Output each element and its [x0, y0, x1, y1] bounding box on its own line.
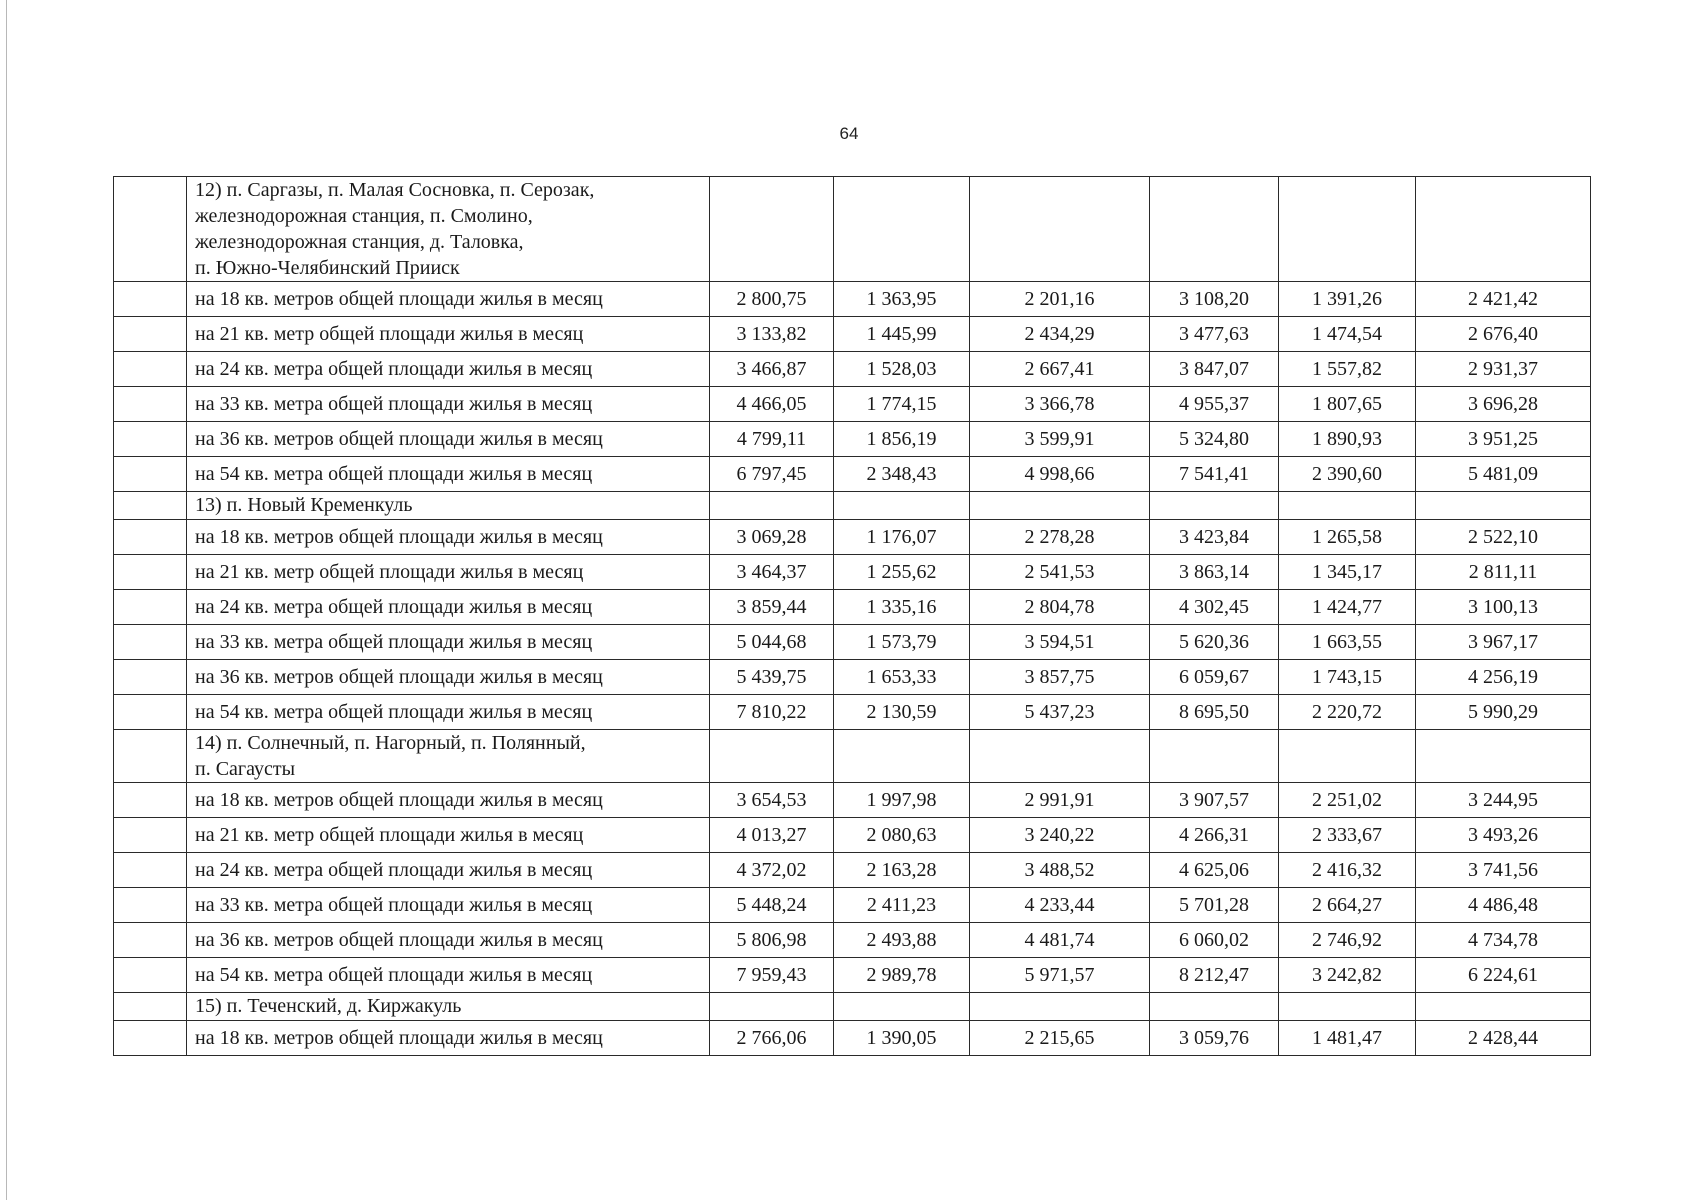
value-cell: 3 847,07 [1150, 352, 1279, 387]
row-label: на 36 кв. метров общей площади жилья в месяц [187, 923, 710, 958]
empty-cell [1279, 993, 1416, 1021]
value-cell: 5 481,09 [1416, 457, 1591, 492]
value-cell: 8 212,47 [1150, 958, 1279, 993]
value-cell: 3 594,51 [970, 625, 1150, 660]
row-number-cell [114, 625, 187, 660]
table-row [114, 422, 1591, 457]
row-number-cell [114, 590, 187, 625]
value-cell: 1 424,77 [1279, 590, 1416, 625]
empty-cell [710, 730, 834, 783]
value-cell: 4 625,06 [1150, 853, 1279, 888]
row-label: на 21 кв. метр общей площади жилья в месяц [187, 818, 710, 853]
table-row [114, 923, 1591, 958]
value-cell: 7 959,43 [710, 958, 834, 993]
group-header-row [114, 177, 1591, 282]
value-cell: 2 989,78 [834, 958, 970, 993]
value-cell: 3 242,82 [1279, 958, 1416, 993]
empty-cell [834, 993, 970, 1021]
value-cell: 3 477,63 [1150, 317, 1279, 352]
value-cell: 1 255,62 [834, 555, 970, 590]
value-cell: 3 108,20 [1150, 282, 1279, 317]
value-cell: 1 663,55 [1279, 625, 1416, 660]
value-cell: 4 955,37 [1150, 387, 1279, 422]
group-header-row [114, 993, 1591, 1021]
table-row [114, 520, 1591, 555]
row-number-cell [114, 317, 187, 352]
value-cell: 3 859,44 [710, 590, 834, 625]
value-cell: 5 439,75 [710, 660, 834, 695]
value-cell: 1 557,82 [1279, 352, 1416, 387]
row-number-cell [114, 520, 187, 555]
empty-cell [710, 492, 834, 520]
table-row [114, 387, 1591, 422]
value-cell: 2 811,11 [1416, 555, 1591, 590]
value-cell: 3 244,95 [1416, 783, 1591, 818]
row-label: на 18 кв. метров общей площади жилья в месяц [187, 783, 710, 818]
row-label: на 54 кв. метра общей площади жилья в месяц [187, 457, 710, 492]
value-cell: 5 324,80 [1150, 422, 1279, 457]
group-header-row [114, 492, 1591, 520]
row-number-cell [114, 923, 187, 958]
table-row [114, 282, 1591, 317]
value-cell: 4 256,19 [1416, 660, 1591, 695]
value-cell: 1 363,95 [834, 282, 970, 317]
value-cell: 2 421,42 [1416, 282, 1591, 317]
row-number-cell [114, 177, 187, 282]
value-cell: 2 163,28 [834, 853, 970, 888]
value-cell: 3 863,14 [1150, 555, 1279, 590]
table-row [114, 660, 1591, 695]
value-cell: 3 857,75 [970, 660, 1150, 695]
group-title: 15) п. Теченский, д. Киржакуль [187, 993, 710, 1021]
value-cell: 1 335,16 [834, 590, 970, 625]
row-label: на 24 кв. метра общей площади жилья в месяц [187, 590, 710, 625]
table-row [114, 625, 1591, 660]
row-number-cell [114, 818, 187, 853]
value-cell: 8 695,50 [1150, 695, 1279, 730]
row-label: на 24 кв. метра общей площади жилья в месяц [187, 853, 710, 888]
value-cell: 5 448,24 [710, 888, 834, 923]
row-number-cell [114, 555, 187, 590]
row-number-cell [114, 695, 187, 730]
row-label: на 54 кв. метра общей площади жилья в месяц [187, 958, 710, 993]
value-cell: 2 390,60 [1279, 457, 1416, 492]
value-cell: 1 743,15 [1279, 660, 1416, 695]
value-cell: 2 215,65 [970, 1021, 1150, 1056]
value-cell: 5 437,23 [970, 695, 1150, 730]
value-cell: 2 522,10 [1416, 520, 1591, 555]
value-cell: 1 481,47 [1279, 1021, 1416, 1056]
value-cell: 5 620,36 [1150, 625, 1279, 660]
value-cell: 2 130,59 [834, 695, 970, 730]
row-label: на 18 кв. метров общей площади жилья в месяц [187, 520, 710, 555]
value-cell: 4 266,31 [1150, 818, 1279, 853]
empty-cell [1150, 730, 1279, 783]
value-cell: 2 348,43 [834, 457, 970, 492]
scan-edge-line [6, 0, 7, 1200]
empty-cell [1416, 730, 1591, 783]
group-header-row [114, 730, 1591, 783]
empty-cell [834, 492, 970, 520]
value-cell: 2 676,40 [1416, 317, 1591, 352]
empty-cell [970, 492, 1150, 520]
row-label: на 54 кв. метра общей площади жилья в месяц [187, 695, 710, 730]
value-cell: 1 390,05 [834, 1021, 970, 1056]
value-cell: 3 741,56 [1416, 853, 1591, 888]
value-cell: 3 466,87 [710, 352, 834, 387]
value-cell: 3 488,52 [970, 853, 1150, 888]
table-row [114, 818, 1591, 853]
empty-cell [1279, 177, 1416, 282]
empty-cell [1279, 730, 1416, 783]
table-row [114, 958, 1591, 993]
table-row [114, 695, 1591, 730]
row-number-cell [114, 352, 187, 387]
value-cell: 3 059,76 [1150, 1021, 1279, 1056]
row-number-cell [114, 457, 187, 492]
table-row [114, 590, 1591, 625]
value-cell: 4 486,48 [1416, 888, 1591, 923]
value-cell: 2 411,23 [834, 888, 970, 923]
row-number-cell [114, 783, 187, 818]
row-label: на 33 кв. метра общей площади жилья в месяц [187, 625, 710, 660]
value-cell: 2 278,28 [970, 520, 1150, 555]
value-cell: 3 907,57 [1150, 783, 1279, 818]
empty-cell [834, 177, 970, 282]
value-cell: 1 890,93 [1279, 422, 1416, 457]
value-cell: 1 653,33 [834, 660, 970, 695]
value-cell: 3 069,28 [710, 520, 834, 555]
value-cell: 2 541,53 [970, 555, 1150, 590]
value-cell: 6 060,02 [1150, 923, 1279, 958]
value-cell: 4 013,27 [710, 818, 834, 853]
empty-cell [1416, 993, 1591, 1021]
empty-cell [1279, 492, 1416, 520]
value-cell: 4 302,45 [1150, 590, 1279, 625]
value-cell: 4 998,66 [970, 457, 1150, 492]
row-number-cell [114, 1021, 187, 1056]
value-cell: 5 971,57 [970, 958, 1150, 993]
value-cell: 3 423,84 [1150, 520, 1279, 555]
row-label: на 21 кв. метр общей площади жилья в месяц [187, 317, 710, 352]
row-label: на 33 кв. метра общей площади жилья в месяц [187, 387, 710, 422]
empty-cell [1416, 177, 1591, 282]
value-cell: 1 474,54 [1279, 317, 1416, 352]
table-row [114, 888, 1591, 923]
empty-cell [970, 177, 1150, 282]
row-label: на 21 кв. метр общей площади жилья в месяц [187, 555, 710, 590]
row-number-cell [114, 958, 187, 993]
value-cell: 2 251,02 [1279, 783, 1416, 818]
value-cell: 2 220,72 [1279, 695, 1416, 730]
empty-cell [1150, 177, 1279, 282]
value-cell: 2 664,27 [1279, 888, 1416, 923]
empty-cell [970, 730, 1150, 783]
value-cell: 1 856,19 [834, 422, 970, 457]
value-cell: 1 265,58 [1279, 520, 1416, 555]
row-number-cell [114, 660, 187, 695]
empty-cell [710, 993, 834, 1021]
value-cell: 1 391,26 [1279, 282, 1416, 317]
value-cell: 4 799,11 [710, 422, 834, 457]
row-number-cell [114, 730, 187, 783]
row-number-cell [114, 422, 187, 457]
value-cell: 2 434,29 [970, 317, 1150, 352]
empty-cell [710, 177, 834, 282]
value-cell: 3 599,91 [970, 422, 1150, 457]
value-cell: 3 696,28 [1416, 387, 1591, 422]
value-cell: 3 654,53 [710, 783, 834, 818]
group-title: 14) п. Солнечный, п. Нагорный, п. Полянный, п. Сагаусты [187, 730, 710, 783]
row-number-cell [114, 492, 187, 520]
group-title: 12) п. Саргазы, п. Малая Сосновка, п. Серозак, железнодорожная станция, п. Смолино, железнодорожная станция, д. Таловка, п. Южно-Челябинский Прииск [187, 177, 710, 282]
empty-cell [970, 993, 1150, 1021]
value-cell: 2 746,92 [1279, 923, 1416, 958]
table-row [114, 317, 1591, 352]
value-cell: 4 734,78 [1416, 923, 1591, 958]
tariff-table [113, 176, 1591, 1056]
value-cell: 6 059,67 [1150, 660, 1279, 695]
value-cell: 5 806,98 [710, 923, 834, 958]
row-label: на 36 кв. метров общей площади жилья в месяц [187, 422, 710, 457]
table-row [114, 853, 1591, 888]
value-cell: 4 233,44 [970, 888, 1150, 923]
value-cell: 4 466,05 [710, 387, 834, 422]
value-cell: 2 804,78 [970, 590, 1150, 625]
row-label: на 18 кв. метров общей площади жилья в месяц [187, 1021, 710, 1056]
value-cell: 1 345,17 [1279, 555, 1416, 590]
row-number-cell [114, 993, 187, 1021]
value-cell: 1 445,99 [834, 317, 970, 352]
value-cell: 3 100,13 [1416, 590, 1591, 625]
table-row [114, 783, 1591, 818]
value-cell: 1 528,03 [834, 352, 970, 387]
value-cell: 2 080,63 [834, 818, 970, 853]
value-cell: 6 797,45 [710, 457, 834, 492]
row-number-cell [114, 282, 187, 317]
value-cell: 2 667,41 [970, 352, 1150, 387]
value-cell: 2 428,44 [1416, 1021, 1591, 1056]
empty-cell [834, 730, 970, 783]
value-cell: 4 481,74 [970, 923, 1150, 958]
value-cell: 3 133,82 [710, 317, 834, 352]
value-cell: 7 810,22 [710, 695, 834, 730]
value-cell: 1 997,98 [834, 783, 970, 818]
value-cell: 2 991,91 [970, 783, 1150, 818]
value-cell: 3 240,22 [970, 818, 1150, 853]
value-cell: 5 701,28 [1150, 888, 1279, 923]
value-cell: 3 366,78 [970, 387, 1150, 422]
value-cell: 2 416,32 [1279, 853, 1416, 888]
value-cell: 2 800,75 [710, 282, 834, 317]
table-row [114, 555, 1591, 590]
empty-cell [1416, 492, 1591, 520]
row-number-cell [114, 853, 187, 888]
value-cell: 2 493,88 [834, 923, 970, 958]
group-title: 13) п. Новый Кременкуль [187, 492, 710, 520]
value-cell: 2 201,16 [970, 282, 1150, 317]
value-cell: 3 951,25 [1416, 422, 1591, 457]
value-cell: 1 176,07 [834, 520, 970, 555]
row-label: на 33 кв. метра общей площади жилья в месяц [187, 888, 710, 923]
empty-cell [1150, 993, 1279, 1021]
table-row [114, 352, 1591, 387]
value-cell: 2 333,67 [1279, 818, 1416, 853]
row-number-cell [114, 387, 187, 422]
value-cell: 2 766,06 [710, 1021, 834, 1056]
value-cell: 1 774,15 [834, 387, 970, 422]
value-cell: 7 541,41 [1150, 457, 1279, 492]
row-number-cell [114, 888, 187, 923]
page-number: 64 [839, 124, 859, 143]
table-body [114, 177, 1591, 1056]
value-cell: 1 807,65 [1279, 387, 1416, 422]
empty-cell [1150, 492, 1279, 520]
value-cell: 3 493,26 [1416, 818, 1591, 853]
value-cell: 3 967,17 [1416, 625, 1591, 660]
value-cell: 6 224,61 [1416, 958, 1591, 993]
value-cell: 3 464,37 [710, 555, 834, 590]
table-row [114, 1021, 1591, 1056]
table-row [114, 457, 1591, 492]
row-label: на 18 кв. метров общей площади жилья в месяц [187, 282, 710, 317]
value-cell: 5 990,29 [1416, 695, 1591, 730]
value-cell: 5 044,68 [710, 625, 834, 660]
value-cell: 2 931,37 [1416, 352, 1591, 387]
value-cell: 1 573,79 [834, 625, 970, 660]
row-label: на 24 кв. метра общей площади жилья в месяц [187, 352, 710, 387]
value-cell: 4 372,02 [710, 853, 834, 888]
row-label: на 36 кв. метров общей площади жилья в месяц [187, 660, 710, 695]
